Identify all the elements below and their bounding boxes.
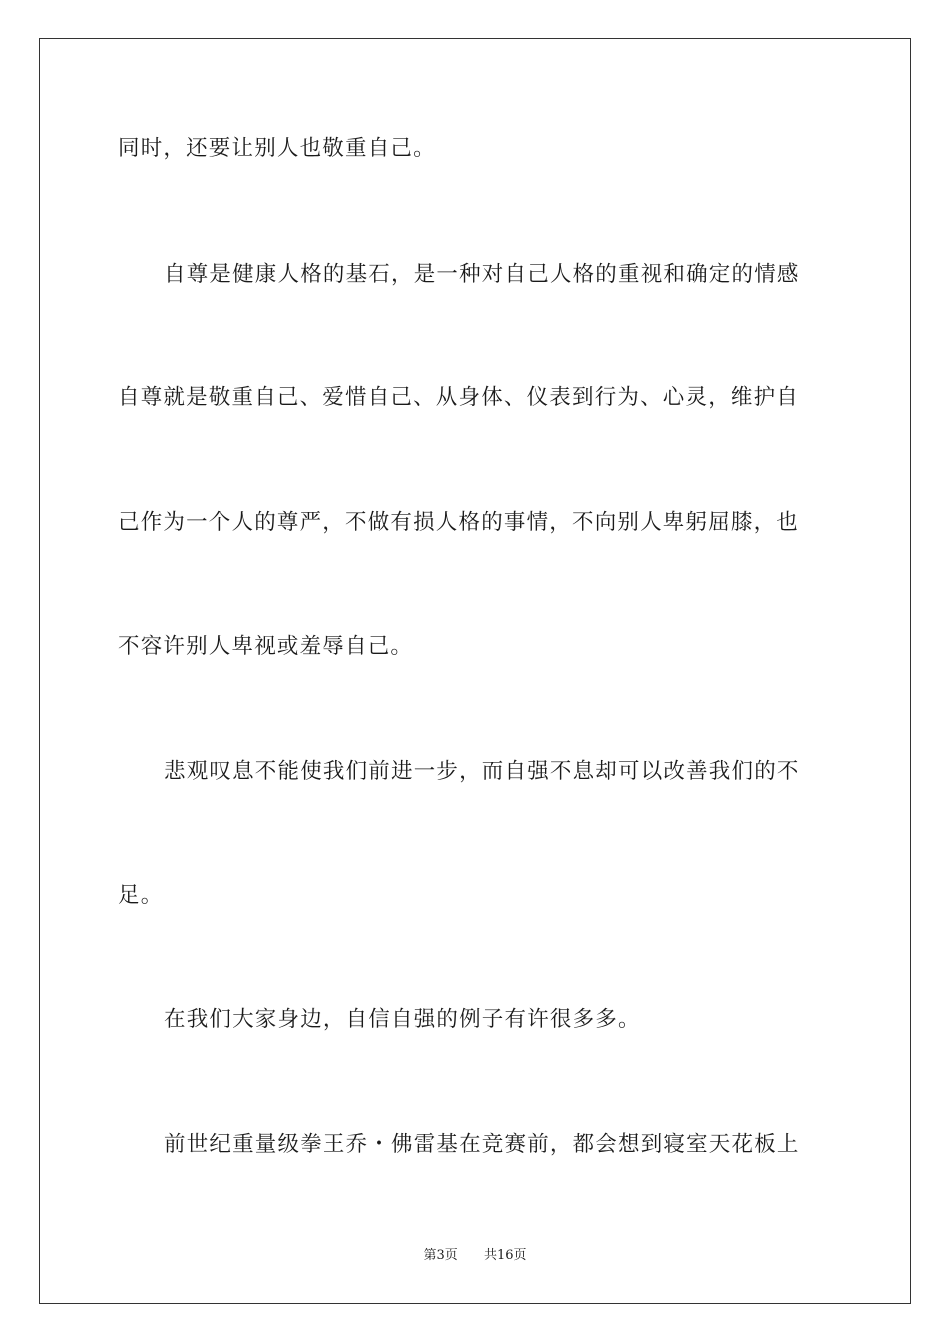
- page-total: 共16页: [484, 1248, 527, 1263]
- page-border: [39, 38, 911, 1304]
- text-line-7: 足。: [118, 883, 164, 908]
- text-line-3: 自尊就是敬重自己、爱惜自己、从身体、仪表到行为、心灵，维护自: [118, 385, 800, 410]
- text-line-4: 己作为一个人的尊严，不做有损人格的事情，不向别人卑躬屈膝，也: [118, 510, 800, 535]
- text-line-9: 前世纪重量级拳王乔・佛雷基在竞赛前，都会想到寝室天花板上: [164, 1132, 800, 1157]
- page-number: 第3页: [423, 1248, 458, 1263]
- text-line-8: 在我们大家身边，自信自强的例子有许很多多。: [164, 1007, 641, 1032]
- text-line-2: 自尊是健康人格的基石，是一种对自己人格的重视和确定的情感: [164, 262, 800, 287]
- page-footer: [0, 1247, 950, 1265]
- text-line-5: 不容许别人卑视或羞辱自己。: [118, 634, 414, 659]
- text-line-1: 同时，还要让别人也敬重自己。: [118, 136, 436, 161]
- text-line-6: 悲观叹息不能使我们前进一步，而自强不息却可以改善我们的不: [164, 759, 800, 784]
